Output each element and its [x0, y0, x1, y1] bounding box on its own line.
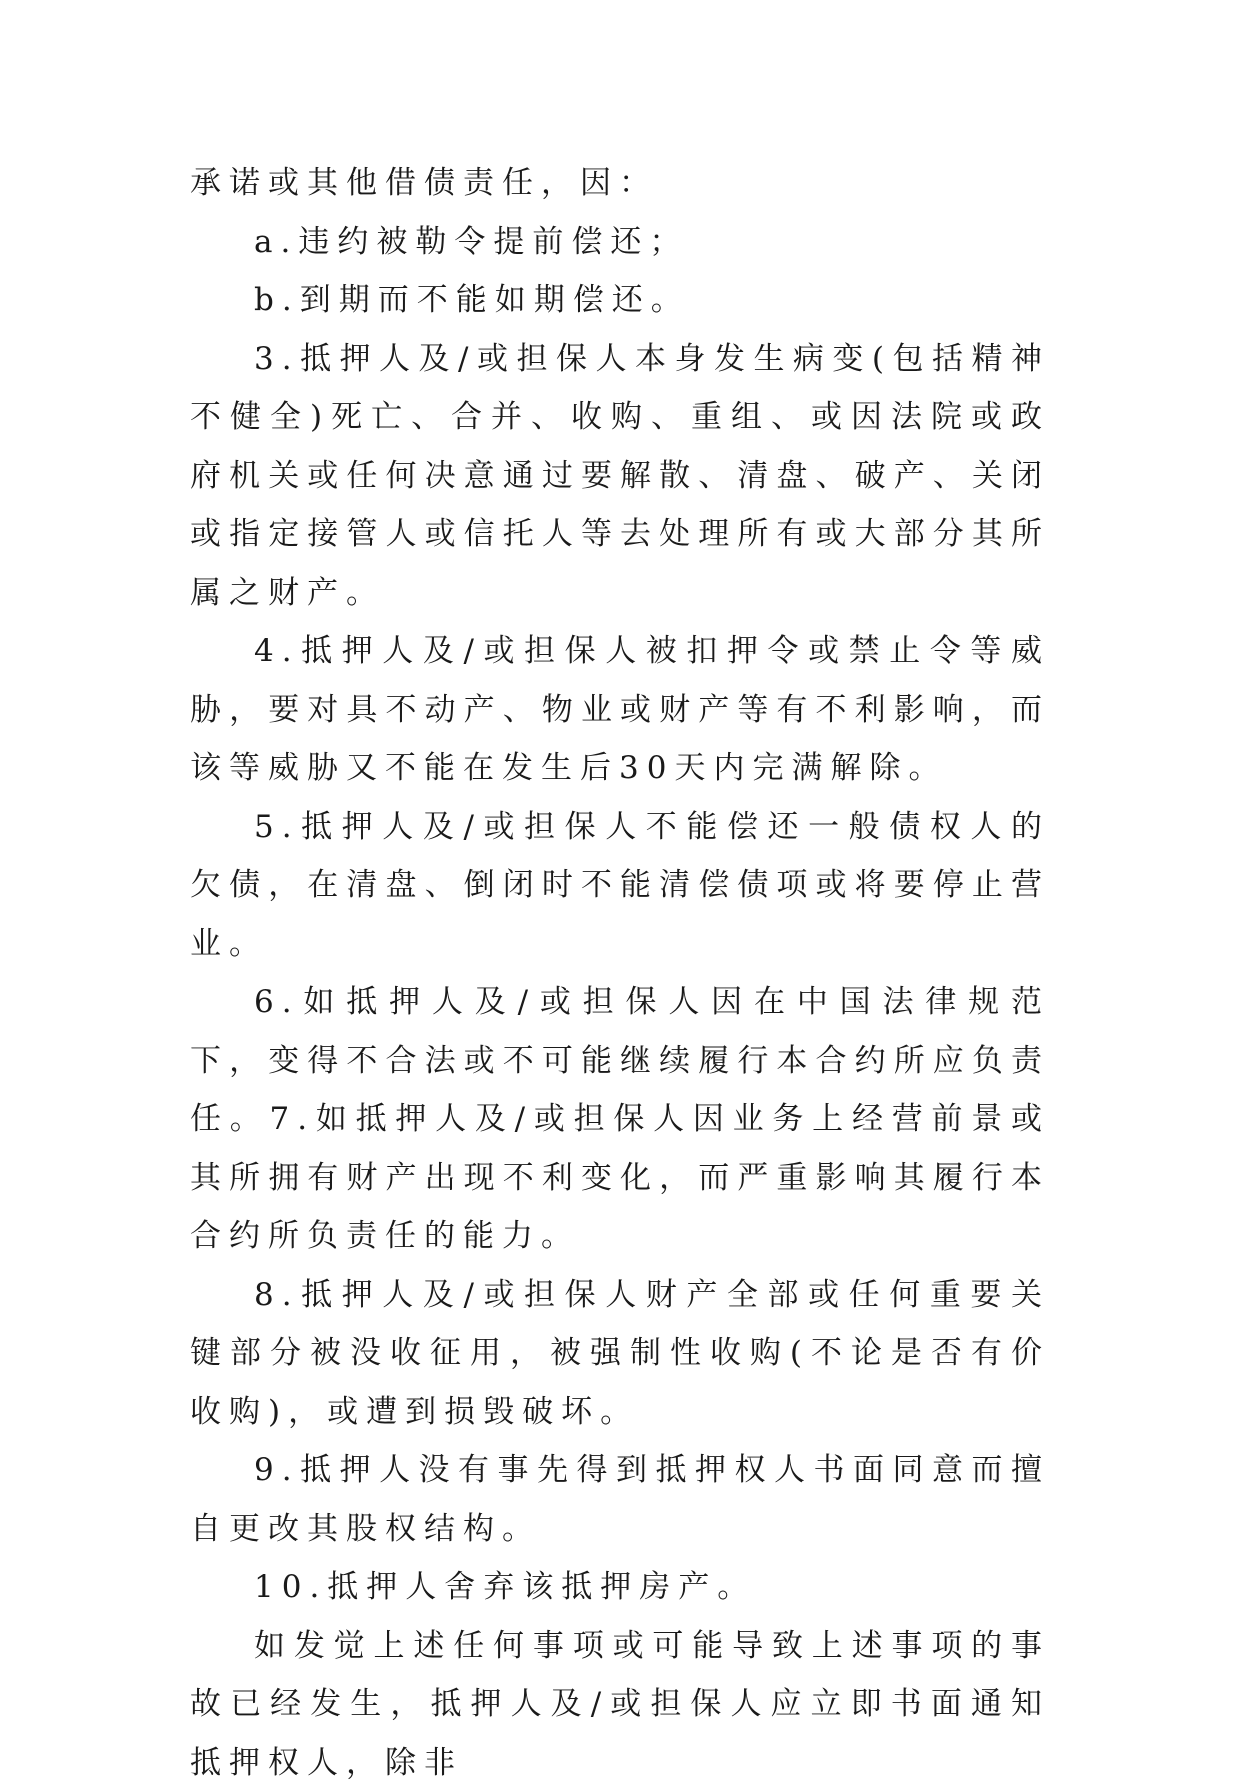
paragraph-clause-3: 3.抵押人及/或担保人本身发生病变(包括精神不健全)死亡、合并、收购、重组、或因法院或政府机关或任何决意通过要解散、清盘、破产、关闭或指定接管人或信托人等去处理所有或大部分其所属之财产。 — [190, 330, 1050, 623]
paragraph-clause-8: 8.抵押人及/或担保人财产全部或任何重要关键部分被没收征用，被强制性收购(不论是否有价收购)，或遭到损毁破坏。 — [190, 1266, 1050, 1442]
paragraph-clause-10: 10.抵押人舍弃该抵押房产。 — [190, 1558, 1050, 1617]
paragraph-clause-9: 9.抵押人没有事先得到抵押权人书面同意而擅自更改其股权结构。 — [190, 1441, 1050, 1558]
paragraph-notice: 如发觉上述任何事项或可能导致上述事项的事故已经发生，抵押人及/或担保人应立即书面通知抵押权人，除非 — [190, 1617, 1050, 1792]
paragraph-clause-4: 4.抵押人及/或担保人被扣押令或禁止令等威胁，要对具不动产、物业或财产等有不利影响，而该等威胁又不能在发生后30天内完满解除。 — [190, 622, 1050, 798]
paragraph-clause-5: 5.抵押人及/或担保人不能偿还一般债权人的欠债，在清盘、倒闭时不能清偿债项或将要停止营业。 — [190, 798, 1050, 974]
paragraph-item-a: a.违约被勒令提前偿还； — [190, 213, 1050, 272]
paragraph-clause-6-7: 6.如抵押人及/或担保人因在中国法律规范下，变得不合法或不可能继续履行本合约所应负责任。7.如抵押人及/或担保人因业务上经营前景或其所拥有财产出现不利变化，而严重影响其履行本合约所负责任的能力。 — [190, 973, 1050, 1266]
paragraph-intro: 承诺或其他借债责任，因： — [190, 154, 1050, 213]
document-body — [190, 154, 1050, 1792]
paragraph-item-b: b.到期而不能如期偿还。 — [190, 271, 1050, 330]
